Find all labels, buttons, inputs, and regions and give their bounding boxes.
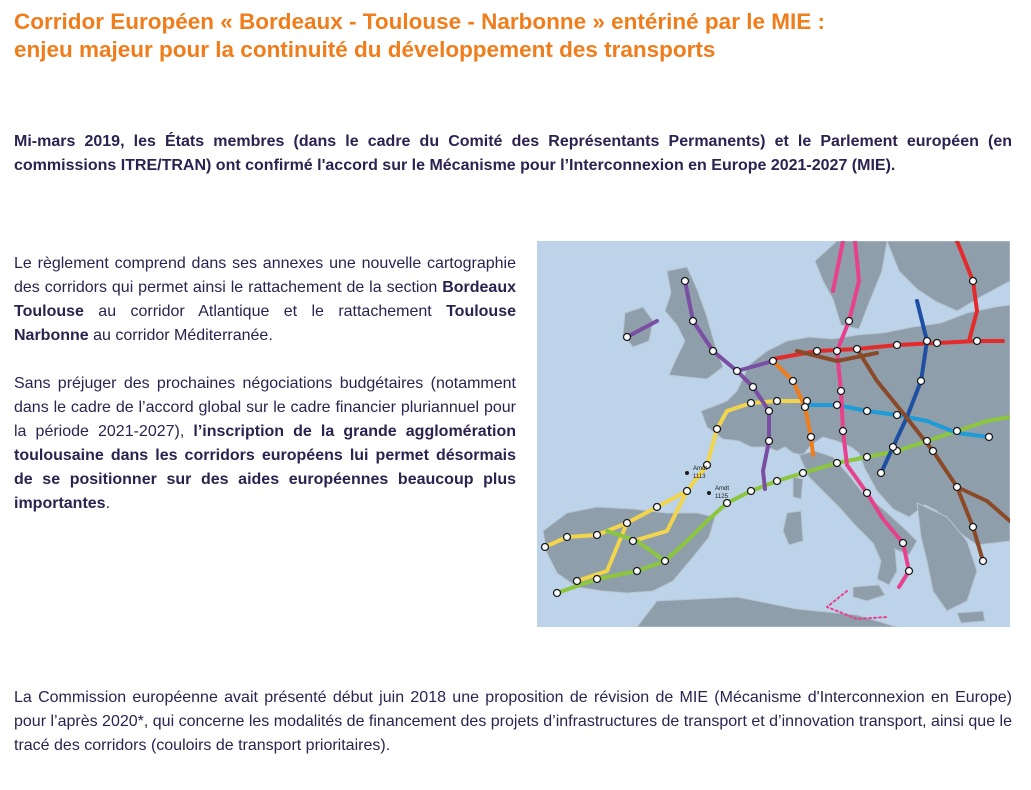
bordeaux-toulouse-bold: Bordeaux Toulouse — [14, 279, 516, 320]
amendment-1125-label-line-2: 1125 — [715, 494, 728, 500]
corridor-map — [537, 241, 1010, 627]
article-title-line-2: enjeu majeur pour la continuité du développement des transports — [14, 37, 716, 62]
amendment-1125-label-line-1: Amdt — [715, 486, 730, 492]
commission-paragraph: La Commission européenne avait présenté début juin 2018 une proposition de révision de MIE (Mécanisme d'Interconnexion en Europe) pour l’après 2020*, qui concerne les modalités de financement des projets d’infrastructures de transport et d’innovation transport, ainsi que le tracé des corridors (couloirs de transport prioritaires). — [14, 689, 1012, 754]
budget-text-a: Sans préjuger des prochaines négociations budgétaires (notamment dans le cadre de l’accord global sur le cadre financier pluriannuel pour la période 2021-2027), — [14, 375, 516, 440]
article-title — [14, 8, 1016, 64]
budget-paragraph — [14, 372, 516, 516]
regulation-text-c: au corridor Méditerranée. — [88, 327, 273, 344]
regulation-text-b: au corridor Atlantique et le rattachement — [83, 303, 447, 320]
budget-text-b: . — [105, 495, 111, 512]
amendment-1125-marker — [707, 491, 711, 495]
article-title-line-1: Corridor Européen « Bordeaux - Toulouse - Narbonne » entériné par le MIE : — [14, 9, 825, 34]
regulation-paragraph — [14, 252, 516, 348]
intro-paragraph: Mi-mars 2019, les États membres (dans le cadre du Comité des Représentants Permanents) et le Parlement européen (en commissions ITRE/TRAN) ont confirmé l'accord sur le Mécanisme pour l’Interconnexion en Europe 2021-2027 (MIE). — [14, 133, 1012, 174]
regulation-text-a: Le règlement comprend dans ses annexes une nouvelle cartographie des corridors qui permet ainsi le rattachement de la section — [14, 255, 516, 296]
amendment-1113-marker — [685, 471, 689, 475]
toulouse-inscription-bold: l’inscription de la grande agglomération toulousaine dans les corridors européens lui permet désormais de se positionner sur des aides européennes beaucoup plus importantes — [14, 423, 517, 512]
left-column — [14, 252, 516, 540]
toulouse-narbonne-bold: Toulouse Narbonne — [14, 303, 516, 344]
amendment-1113-label-line-1: Amdt — [693, 466, 708, 472]
corridor-map-svg — [537, 241, 1010, 627]
amendment-1113-label-line-2: 1113 — [693, 474, 706, 480]
